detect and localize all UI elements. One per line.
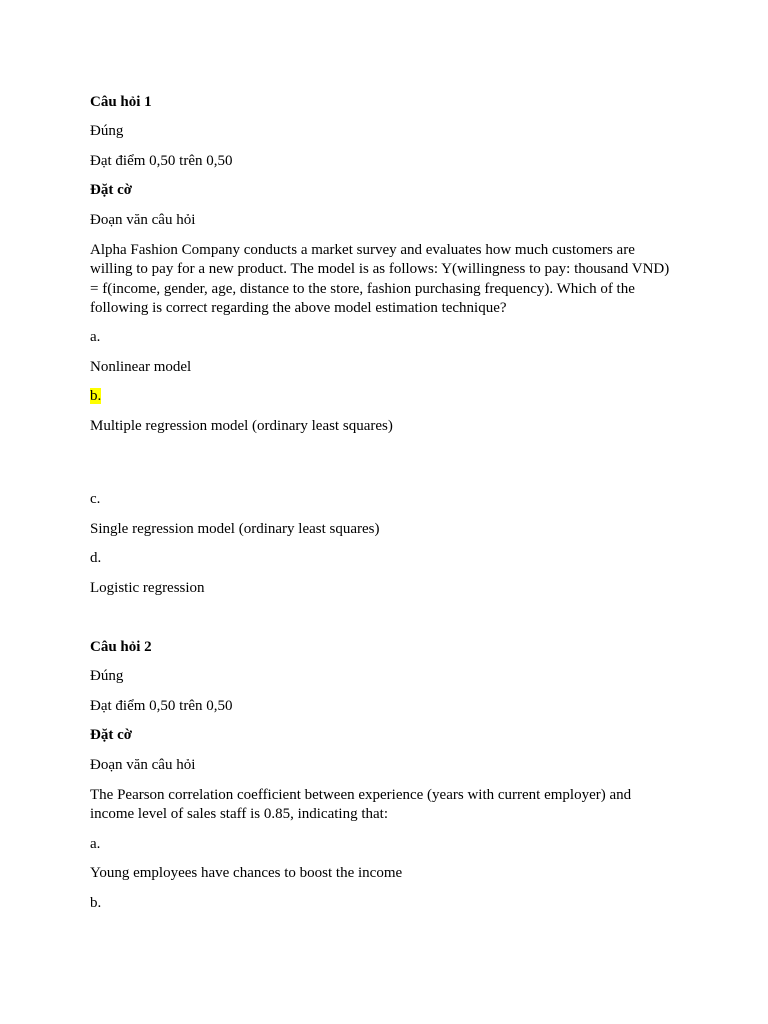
question-1-text: Alpha Fashion Company conducts a market survey and evaluates how much customers are willing to pay for a new product. The model is as follows: Y(willingness to pay: thousand VND) = f(income, gender, age, distance to the store, fashion purchasing frequency). Which of the following is correct regarding the above model estimation technique? <box>90 242 670 316</box>
question-1-score: Đạt điểm 0,50 trên 0,50 <box>90 153 233 169</box>
question-2-text-label: Đoạn văn câu hỏi <box>90 757 196 773</box>
question-1-flag[interactable]: Đặt cờ <box>90 182 133 198</box>
question-2-score: Đạt điểm 0,50 trên 0,50 <box>90 698 233 714</box>
question-1-option-b-letter <box>90 387 101 406</box>
question-1-text-label: Đoạn văn câu hỏi <box>90 212 196 228</box>
question-2-option-a-letter: a. <box>90 836 101 852</box>
question-1-option-d-text: Logistic regression <box>90 580 205 596</box>
question-2-option-a-text: Young employees have chances to boost the income <box>90 865 403 881</box>
question-2-status: Đúng <box>90 668 124 684</box>
question-1-option-a-text: Nonlinear model <box>90 359 192 375</box>
question-1-option-d-letter: d. <box>90 550 102 566</box>
question-2-flag[interactable]: Đặt cờ <box>90 727 133 743</box>
question-1-option-c-letter: c. <box>90 491 101 507</box>
question-1-option-a-letter: a. <box>90 329 101 345</box>
question-1-option-c-text: Single regression model (ordinary least squares) <box>90 521 380 537</box>
question-1-status: Đúng <box>90 123 124 139</box>
question-2-heading: Câu hỏi 2 <box>90 639 152 655</box>
question-1-option-b-text: Multiple regression model (ordinary least squares) <box>90 418 393 434</box>
answer-highlight: b. <box>90 388 102 404</box>
question-2-option-b-letter: b. <box>90 895 102 911</box>
question-2-text: The Pearson correlation coefficient between experience (years with current employer) and income level of sales staff is 0.85, indicating that: <box>90 787 632 823</box>
question-1-heading: Câu hỏi 1 <box>90 94 152 110</box>
